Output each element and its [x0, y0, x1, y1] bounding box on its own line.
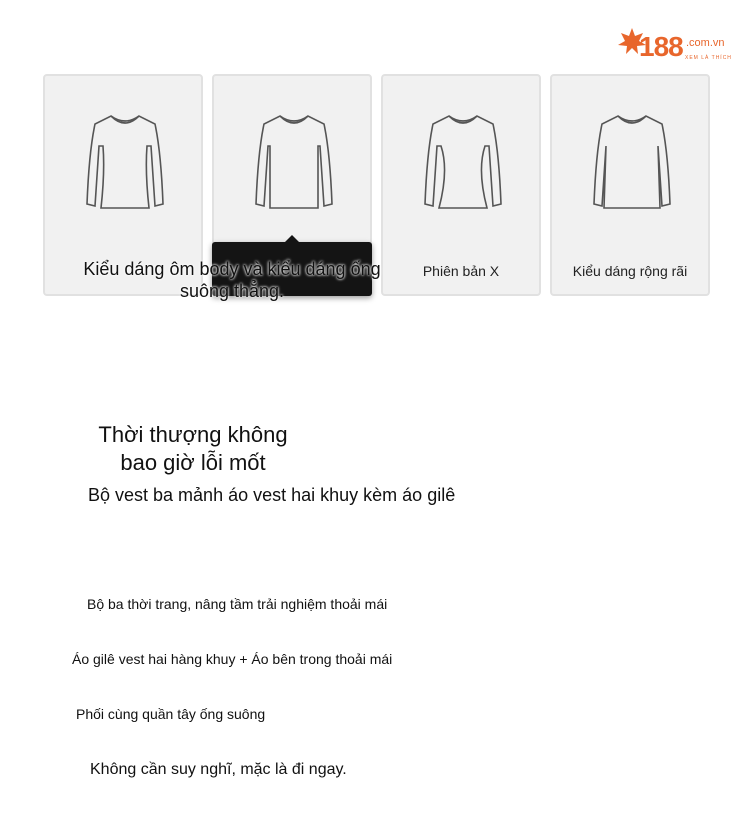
brand-logo[interactable]: [617, 22, 733, 68]
headline-line-2: bao giờ lỗi mốt: [120, 450, 266, 475]
slim-fit-tshirt-icon: [81, 112, 169, 212]
logo-domain: .com.vn: [686, 37, 725, 49]
page-headline: [78, 421, 308, 477]
style-card-loose[interactable]: [550, 74, 710, 296]
loose-tshirt-icon: [588, 112, 676, 212]
logo-number: 188: [639, 31, 683, 62]
style-card-label: Phiên bản X: [422, 263, 500, 279]
feature-item: Áo gilê vest hai hàng khuy + Áo bên trong thoải mái: [72, 651, 393, 667]
style-card-x[interactable]: [381, 74, 541, 296]
feature-item: Phối cùng quần tây ống suông: [76, 706, 266, 722]
headline-line-1: Thời thượng không: [98, 422, 288, 447]
x-cut-tshirt-icon: [419, 112, 507, 212]
logo-tagline: XEM LÀ THÍCH: [685, 55, 732, 61]
straight-tshirt-icon: [250, 112, 338, 212]
feature-item: Bộ ba thời trang, nâng tầm trải nghiệm thoải mái: [87, 596, 388, 612]
style-card-label: Kiểu dáng rộng rãi: [572, 263, 688, 279]
feature-item: Không cần suy nghĩ, mặc là đi ngay.: [90, 761, 347, 778]
style-caption: Kiểu dáng ôm body và kiểu dáng ống suông thẳng.: [83, 259, 381, 301]
page-subheading: Bộ vest ba mảnh áo vest hai khuy kèm áo gilê: [88, 485, 456, 505]
